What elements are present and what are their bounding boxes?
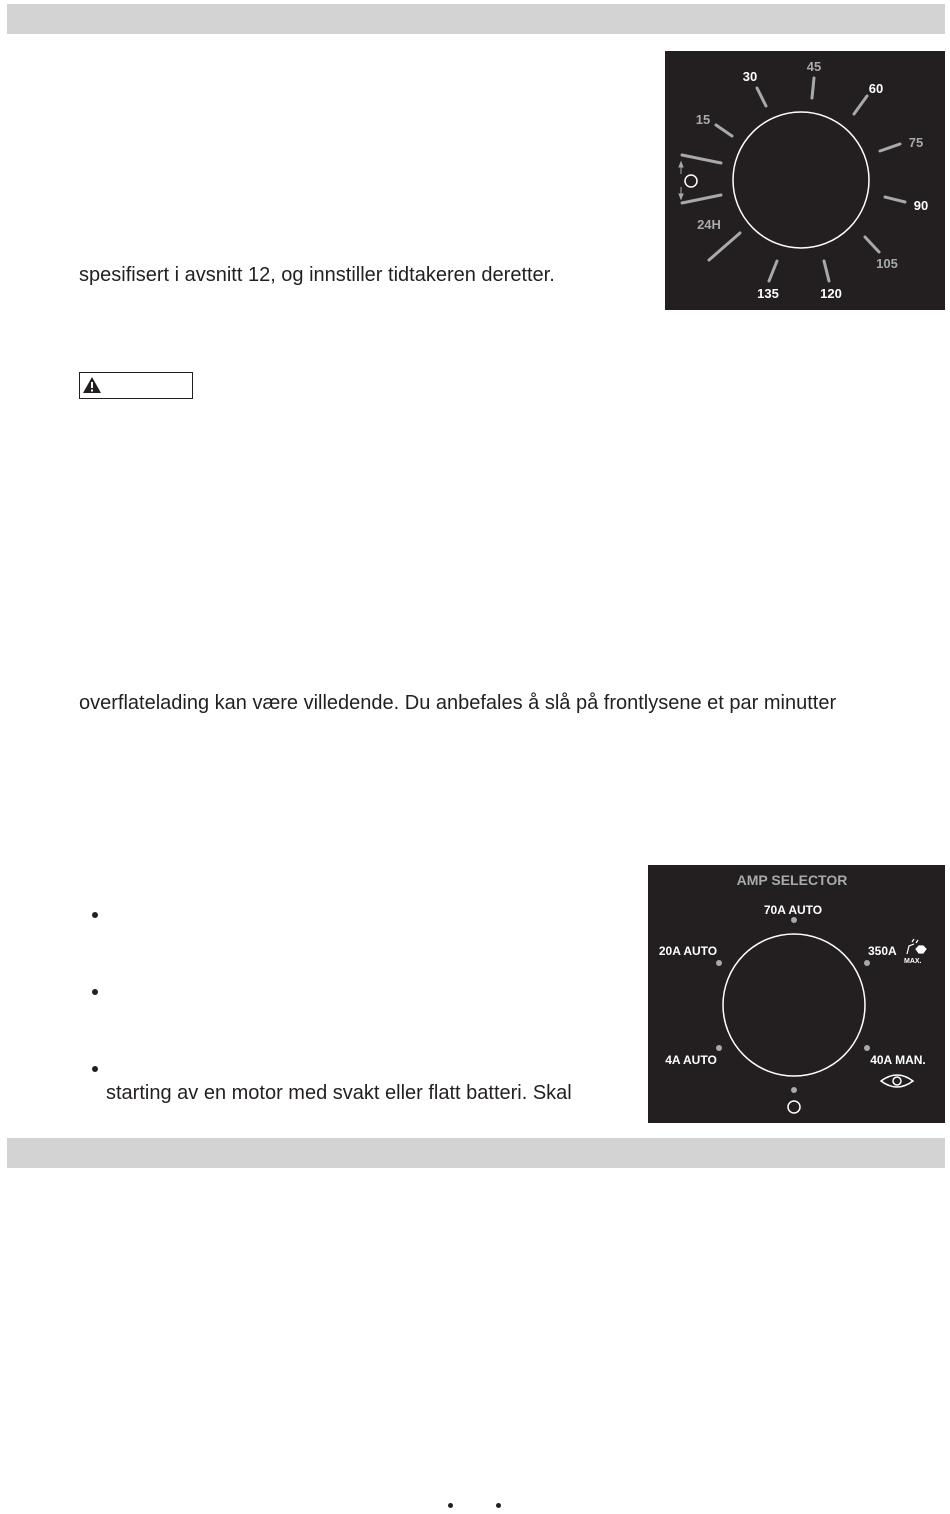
tick-90 [885, 197, 905, 202]
timer-dial-panel [665, 51, 945, 310]
tick-0-lower [682, 195, 721, 203]
page-footer-dot [496, 1503, 501, 1508]
bullet-point [92, 1066, 98, 1072]
timer-label: 15 [695, 112, 711, 127]
page-footer-dot [448, 1503, 453, 1508]
tick-15 [716, 125, 732, 136]
tick-120 [824, 261, 829, 281]
tick-0-upper [682, 155, 721, 163]
max-label: MAX. [904, 958, 922, 965]
bullet-point [92, 912, 98, 918]
position-dot [716, 960, 722, 966]
timer-label: 105 [876, 256, 898, 271]
timer-label: 45 [806, 59, 822, 74]
timer-label: 24H [697, 217, 721, 232]
tick-135 [769, 261, 777, 281]
amp-position-label: 70A AUTO [763, 903, 823, 917]
eye-icon [881, 1075, 913, 1087]
section-header-bar-bottom [7, 1138, 945, 1168]
amp-off-indicator [788, 1101, 800, 1113]
warning-icon [82, 376, 102, 394]
timer-label: 60 [868, 81, 884, 96]
engine-start-text: starting av en motor med svakt eller flatt batteri. Skal [106, 1082, 572, 1104]
tick-24h [709, 233, 740, 260]
tick-75 [880, 144, 900, 151]
amp-position-label: 350A [868, 944, 897, 958]
timer-label: 120 [820, 286, 842, 301]
position-dot [716, 1045, 722, 1051]
amp-selector-panel [648, 865, 945, 1123]
tick-30 [757, 88, 766, 106]
amp-position-label: 4A AUTO [665, 1053, 717, 1067]
tick-105 [865, 237, 879, 252]
timer-label: 135 [757, 286, 779, 301]
position-dot [864, 960, 870, 966]
position-dot [791, 1087, 797, 1093]
warning-box [79, 372, 193, 399]
arrow-icon [679, 162, 683, 199]
section-header-bar-top [7, 4, 945, 34]
tick-60 [854, 96, 867, 114]
engine-start-icon [907, 939, 926, 954]
timer-knob-circle [733, 112, 869, 248]
amp-position-label: 40A MAN. [870, 1053, 926, 1067]
timer-label: 75 [908, 135, 924, 150]
timer-instruction-text: spesifisert i avsnitt 12, og innstiller tidtakeren deretter. [79, 264, 555, 286]
surface-charge-text: overflatelading kan være villedende. Du anbefales å slå på frontlysene et par minutter [79, 692, 837, 714]
amp-selector-graphic [648, 865, 945, 1123]
timer-label: 90 [913, 198, 929, 213]
amp-knob-circle [723, 934, 865, 1076]
timer-off-indicator [685, 175, 697, 187]
tick-45 [812, 78, 814, 98]
timer-dial-graphic [665, 51, 945, 310]
timer-label: 30 [742, 69, 758, 84]
amp-selector-title: AMP SELECTOR [736, 872, 848, 888]
position-dot [864, 1045, 870, 1051]
bullet-point [92, 989, 98, 995]
position-dot [791, 917, 797, 923]
amp-position-label: 20A AUTO [658, 944, 718, 958]
